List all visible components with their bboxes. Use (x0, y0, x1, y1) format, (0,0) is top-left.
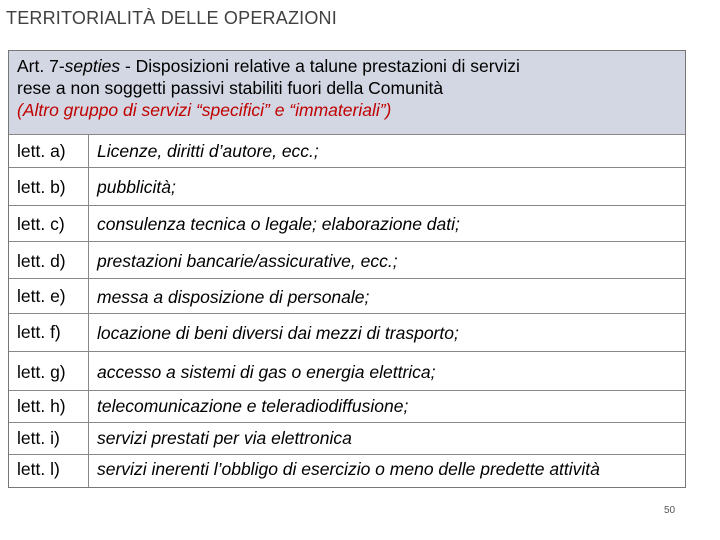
table-row (9, 391, 685, 423)
row-label: lett. d) (17, 251, 66, 271)
table-row (9, 135, 685, 168)
row-label: lett. e) (17, 286, 66, 306)
row-text: locazione di beni diversi dai mezzi di trasporto; (97, 323, 459, 343)
table-row (9, 242, 685, 279)
row-label: lett. i) (17, 428, 60, 448)
table-row (9, 352, 685, 391)
row-text: prestazioni bancarie/assicurative, ecc.; (97, 251, 398, 271)
table-header (9, 51, 685, 135)
row-text: Licenze, diritti d’autore, ecc.; (97, 141, 319, 161)
row-text: consulenza tecnica o legale; elaborazione dati; (97, 214, 460, 234)
table-row (9, 314, 685, 352)
table-row (9, 168, 685, 206)
table-row (9, 423, 685, 455)
header-septies: septies (64, 56, 121, 76)
header-prefix: Art. 7- (17, 56, 65, 76)
row-text: servizi prestati per via elettronica (97, 428, 352, 448)
row-label: lett. a) (17, 141, 66, 161)
header-line-1-rest: - Disposizioni relative a talune prestazioni di servizi (120, 56, 520, 76)
row-text: telecomunicazione e teleradiodiffusione; (97, 396, 409, 416)
slide-title: TERRITORIALITÀ DELLE OPERAZIONI (6, 8, 337, 28)
row-label: lett. b) (17, 177, 66, 197)
row-label: lett. c) (17, 214, 65, 234)
row-label: lett. g) (17, 362, 66, 382)
row-label: lett. h) (17, 396, 66, 416)
table-row (9, 279, 685, 314)
page-number: 50 (664, 505, 676, 516)
row-label: lett. f) (17, 322, 61, 342)
header-line-2: rese a non soggetti passivi stabiliti fuori della Comunità (17, 78, 444, 98)
header-line-3: (Altro gruppo di servizi “specifici” e “immateriali”) (17, 100, 392, 120)
row-text: accesso a sistemi di gas o energia elettrica; (97, 362, 436, 382)
row-text: servizi inerenti l’obbligo di esercizio o meno delle predette attività (97, 459, 600, 479)
table-row (9, 206, 685, 242)
table-row (9, 455, 685, 487)
row-text: pubblicità; (97, 177, 176, 197)
header-line-1 (17, 55, 685, 77)
row-text: messa a disposizione di personale; (97, 287, 370, 307)
articles-table (8, 50, 686, 488)
row-label: lett. l) (17, 459, 60, 479)
